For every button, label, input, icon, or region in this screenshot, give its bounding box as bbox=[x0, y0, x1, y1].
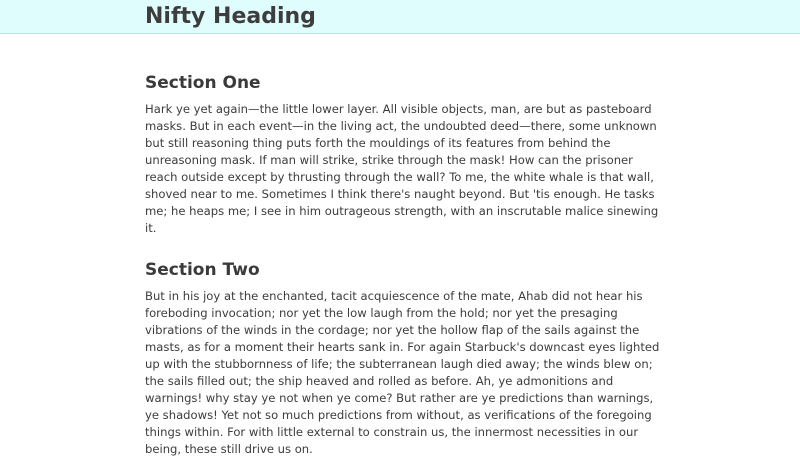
section-one bbox=[145, 72, 665, 237]
section-paragraph: But in his joy at the enchanted, tacit acquiescence of the mate, Ahab did not hear his foreboding invocation; nor yet the low laugh from the hold; nor yet the presaging vibrations of the winds in the cordage; nor yet the hollow flap of the sails against the masts, as for a moment their hearts sank in. For again Starbuck's downcast eyes lighted up with the stubbornness of life; the subterranean laugh died away; the winds blew on; the sails filled out; the ship heaved and rolled as before. Ah, ye admonitions and warnings! why stay ye not when ye come? But rather are ye predictions than warnings, ye shadows! Yet not so much predictions from without, as verifications of the foregoing things within. For with little external to constrain us, the innermost necessities in our being, these still drive us on. bbox=[145, 289, 660, 456]
section-two bbox=[145, 259, 665, 458]
site-title: Nifty Heading bbox=[145, 4, 316, 29]
section-heading: Section One bbox=[145, 73, 261, 93]
site-header bbox=[0, 0, 800, 34]
section-paragraph: Hark ye yet again—the little lower layer. All visible objects, man, are but as pasteboard masks. But in each event—in the living act, the undoubted deed—there, some unknown but still reasoning thing puts forth the mouldings of its features from behind the unreasoning mask. If man will strike, strike through the mask! How can the prisoner reach outside except by thrusting through the wall? To me, the white whale is that wall, shoved near to me. Sometimes I think there's naught beyond. But 'tis enough. He tasks me; he heaps me; I see in him outrageous strength, with an inscrutable malice sinewing it. bbox=[145, 102, 659, 235]
section-heading: Section Two bbox=[145, 260, 260, 280]
